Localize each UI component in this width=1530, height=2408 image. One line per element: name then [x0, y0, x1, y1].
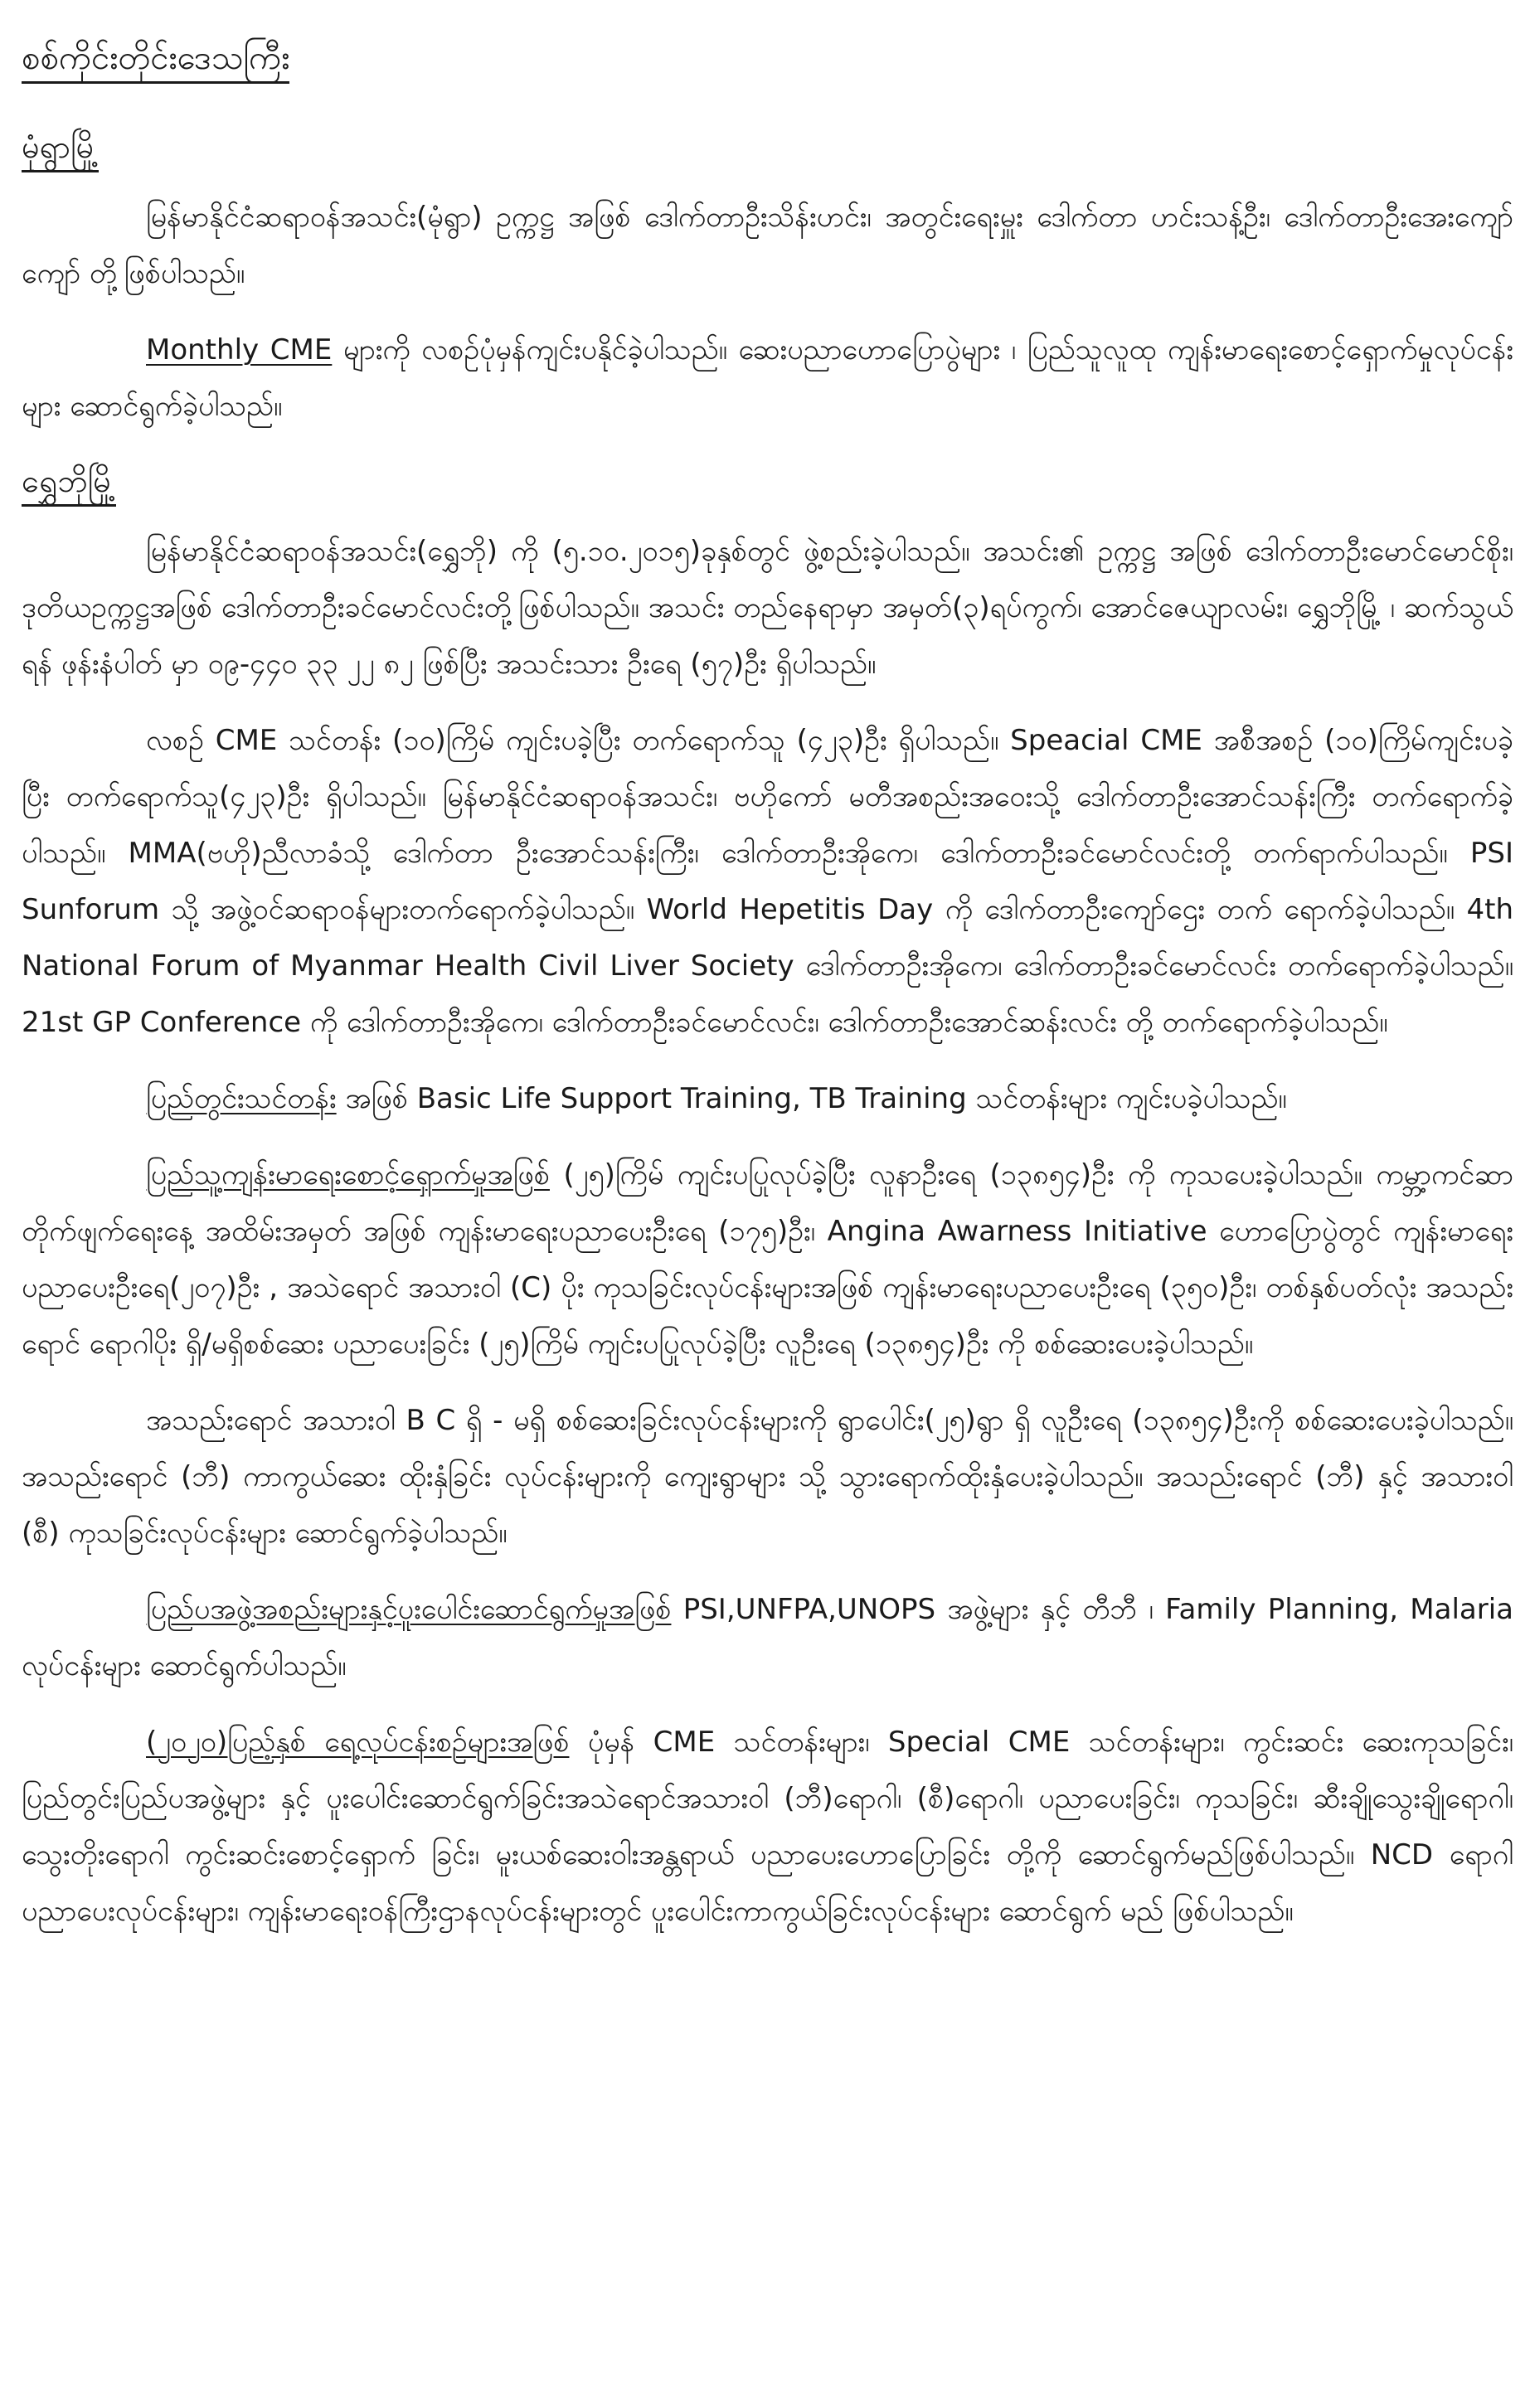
paragraph	[22, 322, 1513, 435]
page-title: စစ်ကိုင်းတိုင်းဒေသကြီး	[22, 35, 289, 84]
section-shwebo	[22, 454, 1513, 1940]
paragraph	[22, 1147, 1513, 1372]
paragraph	[22, 1070, 1513, 1127]
paragraph	[22, 189, 1513, 302]
paragraph	[22, 523, 1513, 692]
paragraph-text: မြန်မာနိုင်ငံဆရာဝန်အသင်း(ရွှေဘို) ကို (၅.၁၀.၂၀၁၅)ခုနှစ်တွင် ဖွဲ့စည်းခဲ့ပါသည်။ အသင်း၏ ဥက္ကဋ္ဌ အဖြစ် ဒေါက်တာဦးမောင်မောင်စိုး၊ ဒုတိယဥက္ကဋ္ဌအဖြစ် ဒေါက်တာဦးခင်မောင်လင်းတို့ဖြစ်ပါသည်။ အသင်း တည်နေရာမှာ အမှတ်(၃)ရပ်ကွက်၊ အောင်ဇေယျာလမ်း၊ ရွှေဘိုမြို့ ၊ ဆက်သွယ်ရန် ဖုန်းနံပါတ် မှာ ၀၉-၄၄၀ ၃၃ ၂၂ ၈၂ ဖြစ်ပြီး အသင်းသား ဦးရေ (၅၇)ဦး ရှိပါသည်။	[22, 535, 1513, 681]
paragraph-lead: ပြည်သူ့ကျန်းမာရေးစောင့်ရှောက်မှုအဖြစ်	[146, 1158, 550, 1192]
paragraph-text: လစဉ် CME သင်တန်း (၁၀)ကြိမ် ကျင်းပခဲ့ပြီး တက်ရောက်သူ (၄၂၃)ဦး ရှိပါသည်။ Speacial CME အစီအစဉ် (၁၀)ကြိမ်ကျင်းပခဲ့ပြီး တက်ရောက်သူ(၄၂၃)ဦး ရှိပါသည်။ မြန်မာနိုင်ငံဆရာဝန်အသင်း၊ ဗဟိုကော် မတီအစည်းအဝေးသို့ ဒေါက်တာဦးအောင်သန်းကြီး တက်ရောက်ခဲ့ပါသည်။ MMA(ဗဟို)ညီလာခံသို့ ဒေါက်တာ ဦးအောင်သန်းကြီး၊ ဒေါက်တာဦးအိုကေ၊ ဒေါက်တာဦးခင်မောင်လင်းတို့ တက်ရာက်ပါသည်။ PSI Sunforum သို့ အဖွဲ့ဝင်ဆရာဝန်များတက်ရောက်ခဲ့ပါသည်။ World Hepetitis Day ကို ဒေါက်တာဦးကျော်ဌေး တက် ရောက်ခဲ့ပါသည်။ 4th National Forum of Myanmar Health Civil Liver Society ဒေါက်တာဦးအိုကေ၊ ဒေါက်တာဦးခင်မောင်လင်း တက်ရောက်ခဲ့ပါသည်။ 21st GP Conference ကို ဒေါက်တာဦးအိုကေ၊ ဒေါက်တာဦးခင်မောင်လင်း၊ ဒေါက်တာဦးအောင်ဆန်းလင်း တို့ တက်ရောက်ခဲ့ပါသည်။	[22, 724, 1513, 1039]
section-heading: ရွှေဘိုမြို့	[22, 458, 116, 507]
paragraph	[22, 1392, 1513, 1561]
paragraph	[22, 1714, 1513, 1940]
paragraph	[22, 1581, 1513, 1694]
paragraph-text: မြန်မာနိုင်ငံဆရာဝန်အသင်း(မုံရွာ) ဥက္ကဋ္ဌ အဖြစ် ဒေါက်တာဦးသိန်းဟင်း၊ အတွင်းရေးမှူး ဒေါက်တာ ဟင်းသန့်ဦး၊ ဒေါက်တာဦးအေးကျော်ကျော် တို့ဖြစ်ပါသည်။	[22, 201, 1513, 290]
paragraph-text: အသည်းရောင် အသားဝါ B C ရှိ - မရှိ စစ်ဆေးခြင်းလုပ်ငန်းများကို ရွာပေါင်း(၂၅)ရွာ ရှိ လူဦးရေ (၁၃၈၅၄)ဦးကို စစ်ဆေးပေးခဲ့ပါသည်။ အသည်းရောင် (ဘီ) ကာကွယ်ဆေး ထိုးနှံခြင်း လုပ်ငန်းများကို ကျေးရွာများ သို့ သွားရောက်ထိုးနှံပေးခဲ့ပါသည်။ အသည်းရောင် (ဘီ) နှင့် အသားဝါ (စီ) ကုသခြင်းလုပ်ငန်းများ ဆောင်ရွက်ခဲ့ပါသည်။	[22, 1404, 1513, 1550]
paragraph	[22, 712, 1513, 1051]
paragraph-lead: ပြည်ပအဖွဲ့အစည်းများနှင့်ပူးပေါင်းဆောင်ရွက်မှုအဖြစ်	[146, 1593, 672, 1626]
paragraph-lead: (၂၀၂၀)ပြည့်နှစ် ရေ့လုပ်ငန်းစဉ်များအဖြစ်	[146, 1726, 570, 1759]
section-heading: မုံရွာမြို့	[22, 124, 99, 172]
paragraph-lead: Monthly CME	[146, 333, 333, 367]
paragraph-text: များကို လစဉ်ပုံမှန်ကျင်းပနိုင်ခဲ့ပါသည်။ ဆေးပညာဟောပြောပွဲများ ၊ ပြည်သူလူထု ကျန်းမာရေးစောင့်ရှောက်မှုလုပ်ငန်းများ ဆောင်ရွက်ခဲ့ပါသည်။	[22, 333, 1514, 423]
section-monywa	[22, 120, 1513, 435]
paragraph-text: အဖြစ် Basic Life Support Training, TB Training သင်တန်းများ ကျင်းပခဲ့ပါသည်။	[336, 1082, 1287, 1115]
paragraph-lead: ပြည်တွင်းသင်တန်း	[146, 1082, 337, 1115]
paragraph-text: PSI,UNFPA,UNOPS အဖွဲ့များ နှင့် တီဘီ ၊ Family Planning, Malaria လုပ်ငန်းများ ဆောင်ရွက်ပါသည်။	[22, 1593, 1513, 1682]
paragraph-text: ပုံမှန် CME သင်တန်းများ၊ Special CME သင်တန်းများ၊ ကွင်းဆင်း ဆေးကုသခြင်း၊ ပြည်တွင်းပြည်ပအဖွဲ့များ နှင့် ပူးပေါင်းဆောင်ရွက်ခြင်းအသဲရောင်အသားဝါ (ဘီ)ရောဂါ၊ (စီ)ရောဂါ၊ ပညာပေးခြင်း၊ ကုသခြင်း၊ ဆီးချိုသွေးချိုရောဂါ၊ သွေးတိုးရောဂါ ကွင်းဆင်းစောင့်ရှောက် ခြင်း၊ မူးယစ်ဆေးဝါးအန္တရာယ် ပညာပေးဟောပြောခြင်း တို့ကို ဆောင်ရွက်မည်ဖြစ်ပါသည်။ NCD ရောဂါ ပညာပေးလုပ်ငန်းများ၊ ကျန်းမာရေးဝန်ကြီးဌာနလုပ်ငန်းများတွင် ပူးပေါင်းကာကွယ်ခြင်းလုပ်ငန်းများ ဆောင်ရွက် မည် ဖြစ်ပါသည်။	[22, 1726, 1513, 1928]
paragraph-text: (၂၅)ကြိမ် ကျင်းပပြုလုပ်ခဲ့ပြီး လူနာဦးရေ (၁၃၈၅၄)ဦး ကို ကုသပေးခဲ့ပါသည်။ ကမ္ဘာ့ကင်ဆာတိုက်ဖျက်ရေးနေ့ အထိမ်းအမှတ် အဖြစ် ကျန်းမာရေးပညာပေးဦးရေ (၁၇၅)ဦး၊ Angina Awarness Initiative ဟောပြောပွဲတွင် ကျန်းမာရေးပညာပေးဦးရေ(၂၀၇)ဦး , အသဲရောင် အသားဝါ (C) ပိုး ကုသခြင်းလုပ်ငန်းများအဖြစ် ကျန်းမာရေးပညာပေးဦးရေ (၃၅၀)ဦး၊ တစ်နှစ်ပတ်လုံး အသည်းရောင် ရောဂါပိုး ရှိ/မရှိစစ်ဆေး ပညာပေးခြင်း (၂၅)ကြိမ် ကျင်းပပြုလုပ်ခဲ့ပြီး လူဦးရေ (၁၃၈၅၄)ဦး ကို စစ်ဆေးပေးခဲ့ပါသည်။	[22, 1158, 1513, 1361]
